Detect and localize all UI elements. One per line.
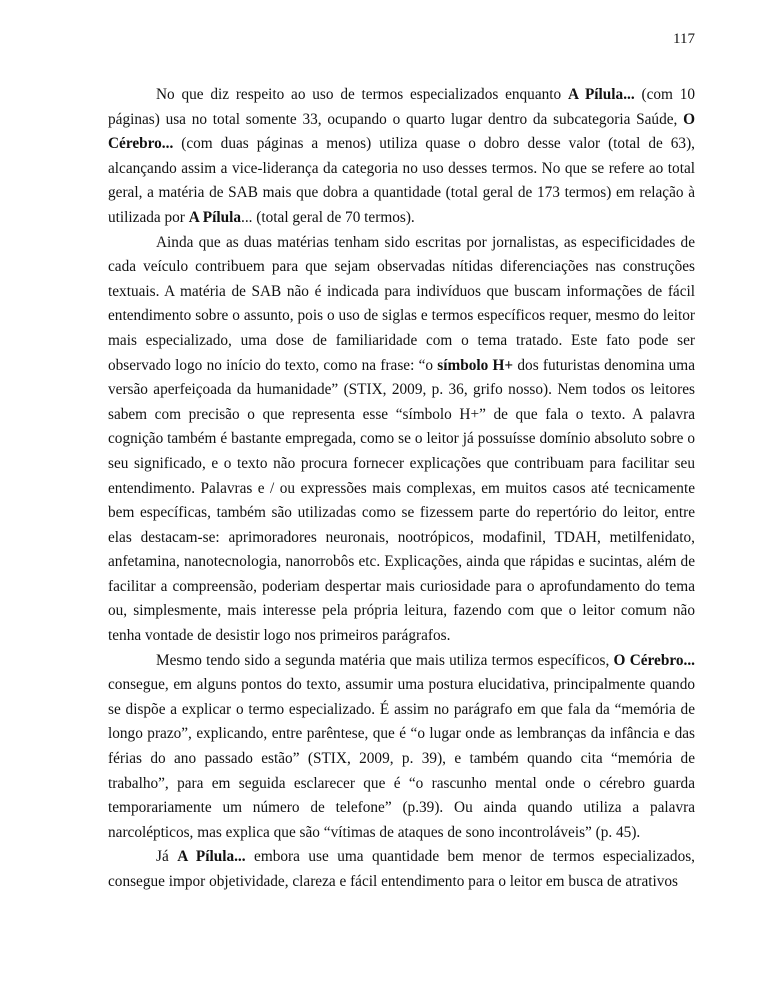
text-run: (com 10 páginas) usa no total somente 33, ocupando o quarto lugar dentro da subcategoria Saúde, — [108, 86, 695, 128]
bold-text-run: símbolo H+ — [437, 356, 514, 374]
text-run: (com duas páginas a menos) utiliza quase o dobro desse valor (total de 63), alcançando assim a vice-liderança da categoria no uso desses termos. No que se refere ao total geral, a matéria de SAB mais que dobra a quantidade (total geral de 173 termos) em relação à utilizada por — [108, 135, 695, 226]
bold-text-run: O Cérebro... — [108, 110, 695, 153]
document-body — [108, 83, 695, 895]
bold-text-run: A Pílula... — [177, 848, 246, 866]
bold-text-run: A Pílula... — [567, 86, 635, 103]
text-run: dos futuristas denomina uma versão aperfeiçoada da humanidade” (STIX, 2009, p. 36, grifo nosso). Nem todos os leitores sabem com precisão o que representa esse “símbolo H+” de que fala o texto. A palavra cognição também é bastante empregada, como se o leitor já possuísse domínio absoluto sobre o seu significado, e o texto não procura fornecer explicações que contribuam para facilitar seu entendimento. Palavras e / ou expressões mais complexas, em muitos casos até tecnicamente bem específicas, também são utilizadas como se fizessem parte do repertório do leitor, entre elas destacam-se: aprimoradores neuronais, nootrópicos, modafinil, TDAH, metilfenidato, anfetamina, nanotecnologia, nanorrobôs etc. Explicações, ainda que rápidas e sucintas, além de facilitar a compreensão, poderiam despertar mais curiosidade para o aprofundamento do tema ou, simplesmente, mais interesse pela própria leitura, fazendo com que o leitor comum não tenha vontade de desistir logo nos primeiros parágrafos. — [108, 356, 695, 645]
text-run: No que diz respeito ao uso de termos especializados enquanto — [156, 86, 568, 103]
paragraph — [108, 845, 695, 894]
text-run: Mesmo tendo sido a segunda matéria que mais utiliza termos específicos, — [156, 651, 614, 669]
text-run: Ainda que as duas matérias tenham sido escritas por jornalistas, as especificidades de cada veículo contribuem para que sejam observadas nítidas diferenciações nas construções textuais. A matéria de SAB não é indicada para indivíduos que buscam informações de fácil entendimento sobre o assunto, pois o uso de siglas e termos específicos requer, mesmo do leitor mais especializado, uma dose de familiaridade com o tema tratado. Este fato pode ser observado logo no início do texto, como na frase: “o — [108, 233, 695, 374]
text-run: consegue, em alguns pontos do texto, assumir uma postura elucidativa, principalmente quando se dispõe a explicar o termo especializado. É assim no parágrafo em que fala da “memória de longo prazo”, explicando, entre parêntese, que é “o lugar onde as lembranças da infância e das férias do ano passado estão” (STIX, 2009, p. 39), e também quando cita “memória de trabalho”, para em seguida esclarecer que é “o rascunho mental onde o cérebro guarda temporariamente um número de telefone” (p.39). Ou ainda quando utiliza a palavra narcolépticos, mas explica que são “vítimas de ataques de sono incontroláveis” (p. 45). — [108, 676, 695, 841]
text-run: ... (total geral de 70 termos). — [241, 208, 415, 226]
text-run: Já — [156, 848, 178, 866]
text-run: embora use uma quantidade bem menor de termos especializados, consegue impor objetividade, clareza e fácil entendimento para o leitor em busca de atrativos — [108, 848, 696, 890]
bold-text-run: A Pílula — [188, 208, 241, 226]
paragraph — [108, 83, 695, 231]
paragraph — [108, 231, 695, 649]
bold-text-run: O Cérebro... — [613, 651, 695, 669]
paragraph — [108, 649, 695, 846]
page-number: 117 — [673, 31, 695, 47]
